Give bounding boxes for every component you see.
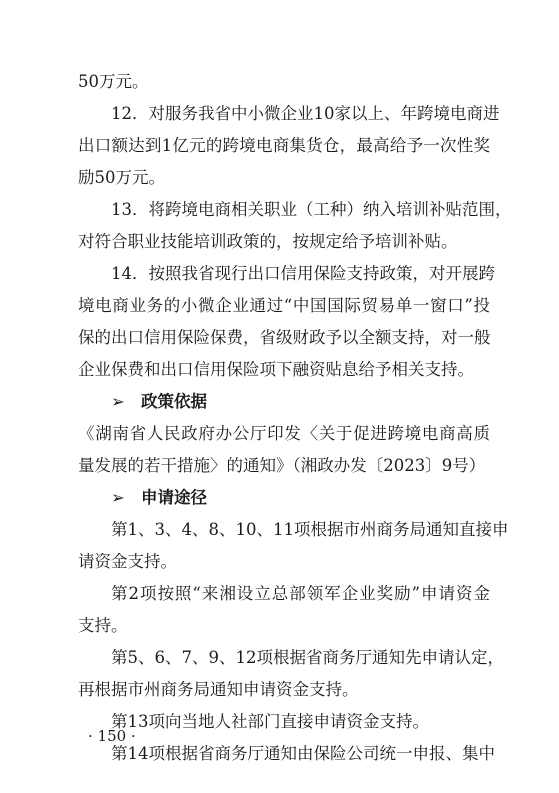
paragraph-line: 再根据市州商务局通知申请资金支持。 <box>78 680 359 699</box>
paragraph-line: 13．将跨境电商相关职业（工种）纳入培训补贴范围， <box>111 200 512 219</box>
paragraph-line: 第13项向当地人社部门直接申请资金支持。 <box>111 712 429 731</box>
paragraph-line: 对符合职业技能培训政策的，按规定给予培训补贴。 <box>78 232 458 251</box>
paragraph-line: 第1、3、4、8、10、11项根据市州商务局通知直接申 <box>111 520 509 539</box>
paragraph-line: 第5、6、7、9、12项根据省商务厅通知先申请认定， <box>111 648 504 667</box>
paragraph-line: 《湖南省人民政府办公厅印发〈关于促进跨境电商高质 <box>78 424 490 443</box>
document-body <box>78 66 512 770</box>
arrow-bullet-icon: ➢ <box>111 392 125 411</box>
paragraph-line: 请资金支持。 <box>78 552 177 571</box>
paragraph-line: 企业保费和出口信用保险项下融资贴息给予相关支持。 <box>78 360 474 379</box>
page-number: · 150 · <box>88 727 136 745</box>
paragraph-line: 保的出口信用保险保费，省级财政予以全额支持，对一般 <box>78 328 491 347</box>
paragraph-line: 第2项按照“来湘设立总部领军企业奖励”申请资金 <box>111 584 490 603</box>
section-heading-label: 申请途径 <box>141 488 207 507</box>
paragraph-line: 量发展的若干措施〉的通知》（湘政办发〔2023〕9号） <box>78 456 486 475</box>
section-heading-basis <box>78 386 490 418</box>
paragraph-line: 出口额达到1亿元的跨境电商集货仓，最高给予一次性奖 <box>78 136 490 155</box>
paragraph-line: 14．按照我省现行出口信用保险支持政策，对开展跨 <box>111 264 495 283</box>
section-heading-route <box>78 482 490 514</box>
arrow-bullet-icon: ➢ <box>111 488 125 507</box>
paragraph-line: 支持。 <box>78 616 128 635</box>
paragraph-line: 励50万元。 <box>78 168 165 187</box>
paragraph-line: 50万元。 <box>78 72 149 91</box>
paragraph-line: 第14项根据省商务厅通知由保险公司统一申报、集中 <box>111 744 495 763</box>
paragraph-line: 境电商业务的小微企业通过“中国国际贸易单一窗口”投 <box>78 296 490 315</box>
section-heading-label: 政策依据 <box>141 392 207 411</box>
paragraph-line: 12．对服务我省中小微企业10家以上、年跨境电商进 <box>111 104 500 123</box>
